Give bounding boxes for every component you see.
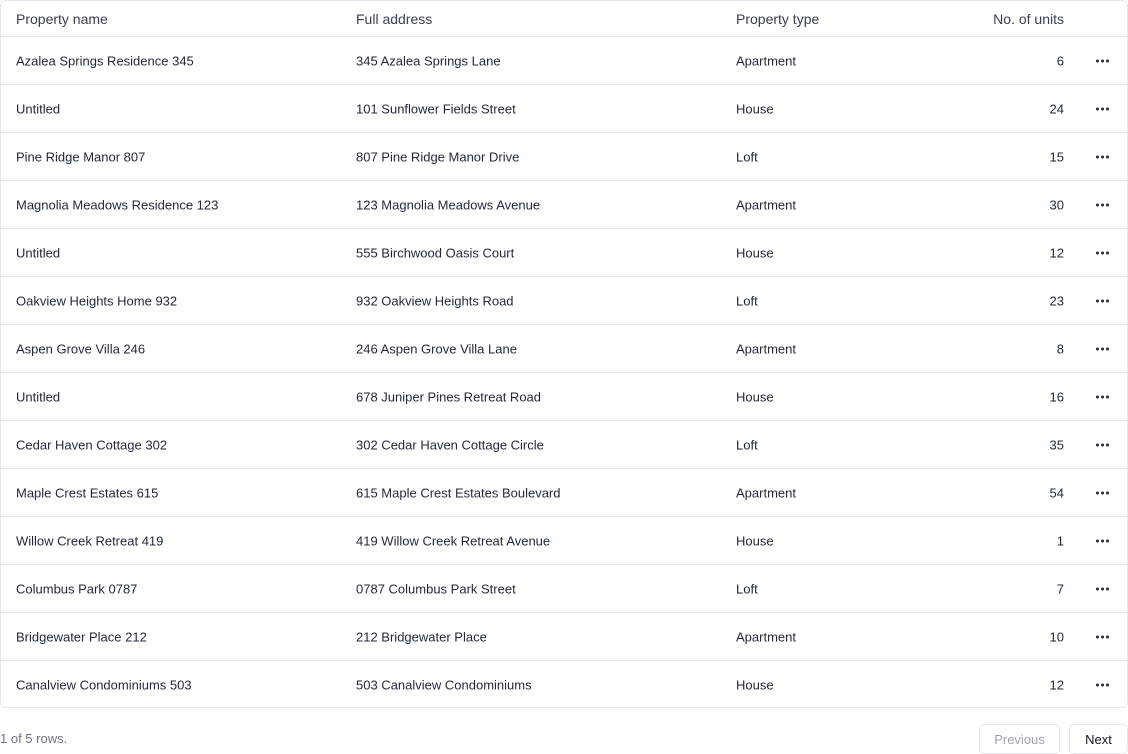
more-horizontal-icon	[1096, 59, 1109, 62]
cell-full-address: 302 Cedar Haven Cottage Circle	[356, 437, 544, 452]
table-body	[1, 37, 1127, 708]
cell-full-address: 212 Bridgewater Place	[356, 629, 487, 644]
cell-property-type: Apartment	[736, 53, 796, 68]
table-row[interactable]	[1, 229, 1127, 277]
row-actions-button[interactable]	[1092, 203, 1112, 206]
table-row[interactable]	[1, 517, 1127, 565]
more-horizontal-icon	[1096, 107, 1109, 110]
cell-units: 12	[1049, 677, 1064, 693]
cell-property-name: Pine Ridge Manor 807	[16, 149, 146, 164]
cell-property-type: Loft	[736, 149, 758, 164]
cell-property-type: House	[736, 533, 774, 548]
cell-units: 35	[1049, 437, 1064, 452]
cell-property-name: Cedar Haven Cottage 302	[16, 437, 168, 452]
table-row[interactable]	[1, 421, 1127, 469]
next-button[interactable]: Next	[1069, 724, 1128, 754]
table-row[interactable]	[1, 613, 1127, 661]
row-actions-button[interactable]	[1092, 107, 1112, 110]
row-actions-button[interactable]	[1092, 539, 1112, 542]
cell-property-type: Loft	[736, 437, 758, 452]
cell-full-address: 555 Birchwood Oasis Court	[356, 245, 515, 260]
table-row[interactable]	[1, 133, 1127, 181]
cell-property-type: Apartment	[736, 485, 796, 500]
table-row[interactable]	[1, 661, 1127, 708]
cell-full-address: 101 Sunflower Fields Street	[356, 101, 516, 116]
row-actions-button[interactable]	[1092, 635, 1112, 638]
table-header	[1, 1, 1127, 37]
row-actions-button[interactable]	[1092, 395, 1112, 398]
cell-property-name: Columbus Park 0787	[16, 581, 138, 596]
cell-property-type: Loft	[736, 293, 758, 308]
cell-units: 7	[1056, 581, 1064, 596]
cell-property-type: House	[736, 101, 774, 116]
cell-full-address: 345 Azalea Springs Lane	[356, 53, 501, 68]
cell-property-type: Apartment	[736, 629, 796, 644]
more-horizontal-icon	[1096, 395, 1109, 398]
cell-property-type: House	[736, 389, 774, 404]
cell-full-address: 419 Willow Creek Retreat Avenue	[356, 533, 551, 548]
more-horizontal-icon	[1096, 539, 1109, 542]
cell-property-name: Maple Crest Estates 615	[16, 485, 159, 500]
row-count-text: 1 of 5 rows.	[0, 731, 68, 746]
more-horizontal-icon	[1096, 635, 1109, 638]
header-full-address[interactable]: Full address	[356, 10, 433, 27]
cell-units: 6	[1056, 53, 1064, 68]
cell-property-type: Apartment	[736, 197, 796, 212]
row-actions-button[interactable]	[1092, 59, 1112, 62]
cell-full-address: 678 Juniper Pines Retreat Road	[356, 389, 542, 404]
more-horizontal-icon	[1096, 299, 1109, 302]
more-horizontal-icon	[1096, 347, 1109, 350]
more-horizontal-icon	[1096, 203, 1109, 206]
row-actions-button[interactable]	[1092, 587, 1112, 590]
cell-property-type: House	[736, 245, 774, 260]
row-actions-button[interactable]	[1092, 443, 1112, 446]
cell-property-name: Bridgewater Place 212	[16, 629, 147, 644]
table-row[interactable]	[1, 181, 1127, 229]
cell-units: 10	[1049, 629, 1064, 644]
more-horizontal-icon	[1096, 491, 1109, 494]
cell-units: 24	[1049, 101, 1064, 116]
row-actions-button[interactable]	[1092, 684, 1112, 687]
row-actions-button[interactable]	[1092, 299, 1112, 302]
cell-property-name: Untitled	[16, 245, 61, 260]
cell-property-name: Magnolia Meadows Residence 123	[16, 197, 219, 212]
previous-button[interactable]: Previous	[979, 724, 1060, 754]
table-row[interactable]	[1, 325, 1127, 373]
cell-units: 54	[1049, 485, 1064, 500]
table-row[interactable]	[1, 277, 1127, 325]
cell-units: 16	[1049, 389, 1064, 404]
table-row[interactable]	[1, 37, 1127, 85]
row-actions-button[interactable]	[1092, 155, 1112, 158]
cell-full-address: 123 Magnolia Meadows Avenue	[356, 197, 541, 212]
cell-property-name: Azalea Springs Residence 345	[16, 53, 194, 68]
cell-units: 8	[1056, 341, 1064, 356]
more-horizontal-icon	[1096, 587, 1109, 590]
cell-full-address: 615 Maple Crest Estates Boulevard	[356, 485, 561, 500]
cell-units: 23	[1049, 293, 1064, 308]
row-actions-button[interactable]	[1092, 491, 1112, 494]
table-row[interactable]	[1, 469, 1127, 517]
header-units[interactable]: No. of units	[993, 10, 1064, 27]
more-horizontal-icon	[1096, 443, 1109, 446]
cell-property-type: Loft	[736, 581, 758, 596]
cell-units: 1	[1056, 533, 1064, 548]
table-row[interactable]	[1, 373, 1127, 421]
row-actions-button[interactable]	[1092, 347, 1112, 350]
cell-property-name: Oakview Heights Home 932	[16, 293, 178, 308]
cell-full-address: 932 Oakview Heights Road	[356, 293, 514, 308]
more-horizontal-icon	[1096, 251, 1109, 254]
header-property-type[interactable]: Property type	[736, 10, 820, 27]
table-footer	[0, 708, 1128, 752]
cell-property-name: Canalview Condominiums 503	[16, 677, 192, 693]
more-horizontal-icon	[1096, 684, 1109, 687]
more-horizontal-icon	[1096, 155, 1109, 158]
cell-full-address: 246 Aspen Grove Villa Lane	[356, 341, 517, 356]
table-row[interactable]	[1, 85, 1127, 133]
row-actions-button[interactable]	[1092, 251, 1112, 254]
cell-property-name: Willow Creek Retreat 419	[16, 533, 164, 548]
cell-units: 15	[1049, 149, 1064, 164]
cell-property-name: Untitled	[16, 101, 61, 116]
cell-full-address: 807 Pine Ridge Manor Drive	[356, 149, 520, 164]
header-property-name[interactable]: Property name	[16, 10, 108, 27]
cell-property-name: Untitled	[16, 389, 61, 404]
cell-units: 30	[1049, 197, 1064, 212]
cell-property-type: Apartment	[736, 341, 796, 356]
table-row[interactable]	[1, 565, 1127, 613]
cell-full-address: 0787 Columbus Park Street	[356, 581, 516, 596]
cell-full-address: 503 Canalview Condominiums	[356, 677, 532, 693]
cell-units: 12	[1049, 245, 1064, 260]
cell-property-type: House	[736, 677, 774, 693]
cell-property-name: Aspen Grove Villa 246	[16, 341, 146, 356]
